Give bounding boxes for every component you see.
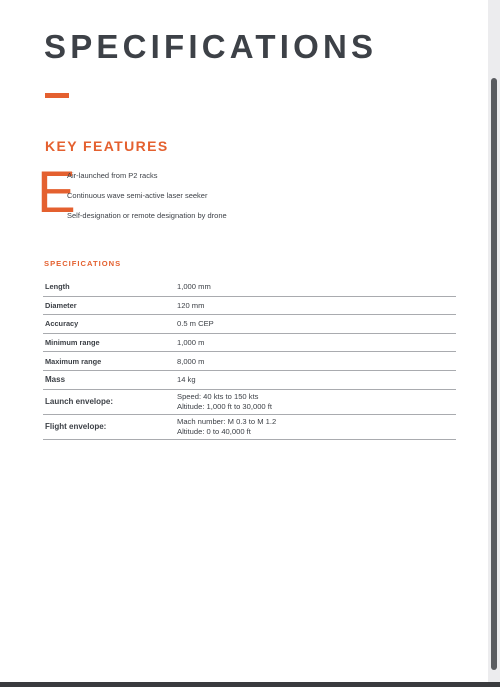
table-row — [43, 315, 456, 334]
spec-label: Minimum range — [43, 333, 175, 352]
spec-value: 14 kg — [175, 370, 456, 389]
spec-value: 1,000 mm — [175, 278, 456, 296]
title-accent-bar — [45, 93, 69, 98]
table-row — [43, 333, 456, 352]
key-feature-item: Continuous wave semi-active laser seeker — [67, 191, 208, 200]
spec-value-multiline — [175, 414, 456, 439]
scrollbar-thumb[interactable] — [491, 78, 497, 670]
table-row — [43, 278, 456, 296]
table-row — [43, 370, 456, 389]
spec-value-line: Altitude: 1,000 ft to 30,000 ft — [177, 401, 272, 411]
key-features-list — [67, 166, 227, 226]
spec-label: Accuracy — [43, 315, 175, 334]
spec-value: 1,000 m — [175, 333, 456, 352]
table-row — [43, 414, 456, 439]
spec-value-multiline — [175, 389, 456, 414]
specifications-table — [43, 278, 456, 440]
table-row — [43, 389, 456, 414]
spec-value: 8,000 m — [175, 352, 456, 371]
spec-label: Launch envelope: — [43, 389, 175, 414]
key-feature-item: Air-launched from P2 racks — [67, 171, 158, 180]
spec-label: Diameter — [43, 296, 175, 315]
spec-value: 0.5 m CEP — [175, 315, 456, 334]
spec-value-line: Speed: 40 kts to 150 kts — [177, 391, 259, 401]
table-row — [43, 296, 456, 315]
spec-label: Flight envelope: — [43, 414, 175, 439]
spec-label: Maximum range — [43, 352, 175, 371]
table-row — [43, 352, 456, 371]
spec-value: 120 mm — [175, 296, 456, 315]
spec-value-line: Mach number: M 0.3 to M 1.2 — [177, 416, 277, 426]
key-feature-item: Self-designation or remote designation by drone — [67, 211, 227, 220]
specifications-heading: SPECIFICATIONS — [44, 259, 122, 268]
spec-label: Length — [43, 278, 175, 296]
spec-label: Mass — [43, 370, 175, 389]
page-title: SPECIFICATIONS — [44, 28, 378, 65]
spec-value-line: Altitude: 0 to 40,000 ft — [177, 426, 251, 436]
bottom-edge — [0, 682, 500, 687]
key-features-initial: E — [37, 160, 76, 225]
key-features-heading: KEY FEATURES — [45, 138, 169, 154]
